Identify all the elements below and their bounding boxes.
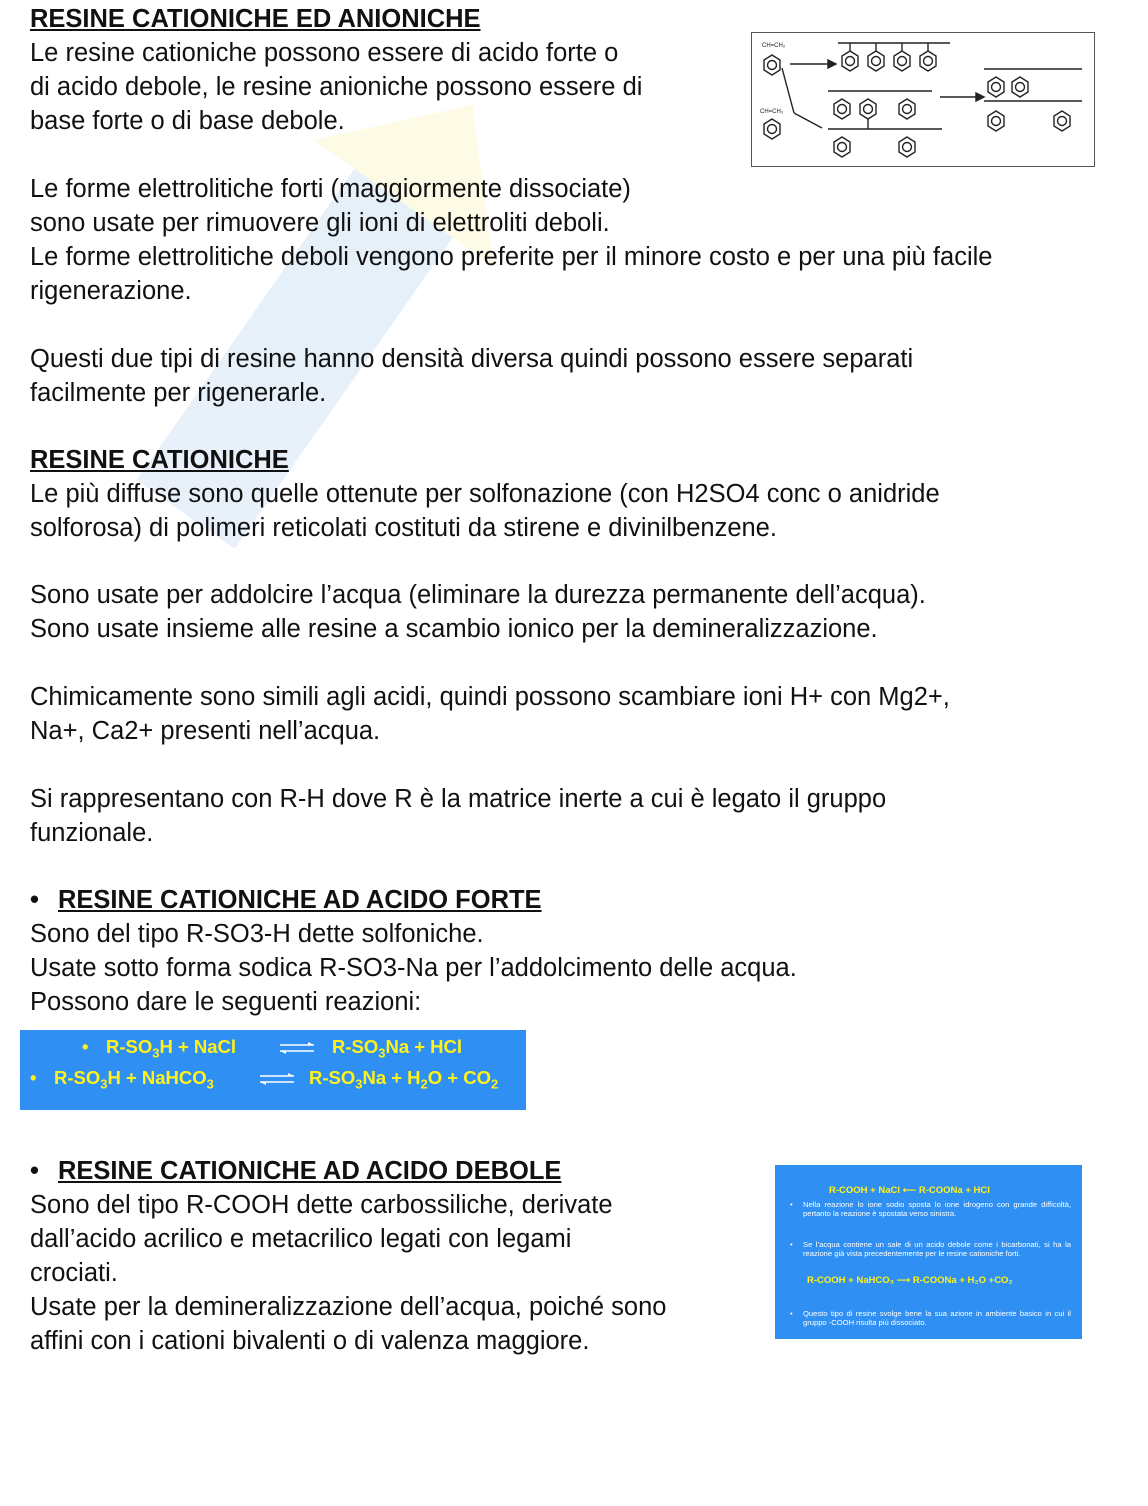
- reaction-bullet: •: [30, 1067, 37, 1088]
- paragraph-intro-line-3: base forte o di base debole.: [30, 107, 345, 135]
- weak-note-2: Se l’acqua contiene un sale di un acido debole come i bicarbonati, si ha la reazione già vista precedentemente per le resine cationiche forti.: [803, 1240, 1071, 1258]
- bullet-marker: •: [30, 1157, 39, 1185]
- reaction-2-left: $R-SO_3H$ + NaHCO$_3$: [54, 1067, 214, 1092]
- reaction-1-right: $R-SO_3Na$ + HCl: [332, 1036, 463, 1061]
- paragraph-forms-line-4: rigenerazione.: [30, 277, 192, 305]
- note-bullet: •: [790, 1309, 793, 1318]
- paragraph-weak-line-5: affini con i cationi bivalenti o di valenza maggiore.: [30, 1327, 590, 1355]
- paragraph-chem-line-1: Chimicamente sono simili agli acidi, quindi possono scambiare ioni H+ con Mg2+,: [30, 683, 950, 711]
- weak-equation-2: R-COOH + NaHCO₃ ⟶ R-COONa + H₂O +CO₂: [807, 1275, 1013, 1286]
- reaction-1-left: $R-SO_3H$ + NaCl: [106, 1036, 237, 1061]
- paragraph-intro-line-1: Le resine cationiche possono essere di acido forte o: [30, 39, 619, 67]
- paragraph-forms-line-1: Le forme elettrolitiche forti (maggiormente dissociate): [30, 175, 631, 203]
- paragraph-intro-line-2: di acido debole, le resine anioniche possono essere di: [30, 73, 643, 101]
- paragraph-density-line-1: Questi due tipi di resine hanno densità diversa quindi possono essere separati: [30, 345, 914, 373]
- equilibrium-arrows-icon: [258, 1073, 296, 1085]
- note-bullet: •: [790, 1200, 793, 1209]
- svg-text:CH=CH₂: CH=CH₂: [762, 43, 786, 49]
- note-bullet: •: [790, 1240, 793, 1249]
- paragraph-diffuse-line-2: solforosa) di polimeri reticolati costituti da stirene e divinilbenzene.: [30, 514, 777, 542]
- weak-equation-1: R-COOH + NaCl ⟵ R-COONa + HCl: [829, 1185, 990, 1196]
- paragraph-density-line-2: facilmente per rigenerarle.: [30, 379, 327, 407]
- strong-acid-reactions-box: [20, 1030, 526, 1110]
- polymer-structure-figure: [751, 32, 1095, 167]
- paragraph-strong-line-2: Usate sotto forma sodica R-SO3-Na per l’addolcimento delle acqua.: [30, 954, 797, 982]
- paragraph-represent-line-1: Si rappresentano con R-H dove R è la matrice inerte a cui è legato il gruppo: [30, 785, 887, 813]
- weak-acid-reactions-box: [775, 1165, 1082, 1339]
- paragraph-weak-line-4: Usate per la demineralizzazione dell’acqua, poiché sono: [30, 1293, 667, 1321]
- heading-acido-forte: [30, 883, 542, 917]
- paragraph-weak-line-1: Sono del tipo R-COOH dette carbossiliche, derivate: [30, 1191, 613, 1219]
- equilibrium-arrows-icon: [278, 1042, 316, 1054]
- paragraph-diffuse-line-1: Le più diffuse sono quelle ottenute per solfonazione (con H2SO4 conc o anidride: [30, 480, 940, 508]
- paragraph-chem-line-2: Na+, Ca2+ presenti nell’acqua.: [30, 717, 381, 745]
- weak-note-1: Nella reazione lo ione sodio sposta lo ione idrogeno con grande difficoltà, pertanto la reazione è spostata verso sinistra.: [803, 1200, 1071, 1218]
- bullet-marker: •: [30, 886, 39, 914]
- reaction-bullet: •: [82, 1036, 89, 1057]
- heading-resine-cationiche-anioniche: RESINE CATIONICHE ED ANIONICHE: [30, 5, 481, 33]
- heading-acido-debole-text: RESINE CATIONICHE AD ACIDO DEBOLE: [58, 1157, 562, 1185]
- paragraph-forms-line-2: sono usate per rimuovere gli ioni di elettroliti deboli.: [30, 209, 610, 237]
- heading-acido-forte-text: RESINE CATIONICHE AD ACIDO FORTE: [58, 886, 542, 914]
- weak-note-3: Questo tipo di resine svolge bene la sua azione in ambiente basico in cui il gruppo -COOH risulta più dissociato.: [803, 1309, 1071, 1327]
- paragraph-strong-line-3: Possono dare le seguenti reazioni:: [30, 988, 422, 1016]
- paragraph-usage-line-1: Sono usate per addolcire l’acqua (eliminare la durezza permanente dell’acqua).: [30, 581, 926, 609]
- svg-text:CH=CH₂: CH=CH₂: [760, 109, 784, 115]
- reaction-2-right: $R-SO_3Na + H_2O + CO_2$: [309, 1067, 499, 1092]
- paragraph-forms-line-3: Le forme elettrolitiche deboli vengono preferite per il minore costo e per una più facile: [30, 243, 993, 271]
- paragraph-weak-line-3: crociati.: [30, 1259, 118, 1287]
- paragraph-strong-line-1: Sono del tipo R-SO3-H dette solfoniche.: [30, 920, 484, 948]
- heading-resine-cationiche: RESINE CATIONICHE: [30, 446, 289, 474]
- paragraph-usage-line-2: Sono usate insieme alle resine a scambio ionico per la demineralizzazione.: [30, 615, 878, 643]
- paragraph-weak-line-2: dall’acido acrilico e metacrilico legati con legami: [30, 1225, 572, 1253]
- paragraph-represent-line-2: funzionale.: [30, 819, 154, 847]
- heading-acido-debole: [30, 1154, 561, 1188]
